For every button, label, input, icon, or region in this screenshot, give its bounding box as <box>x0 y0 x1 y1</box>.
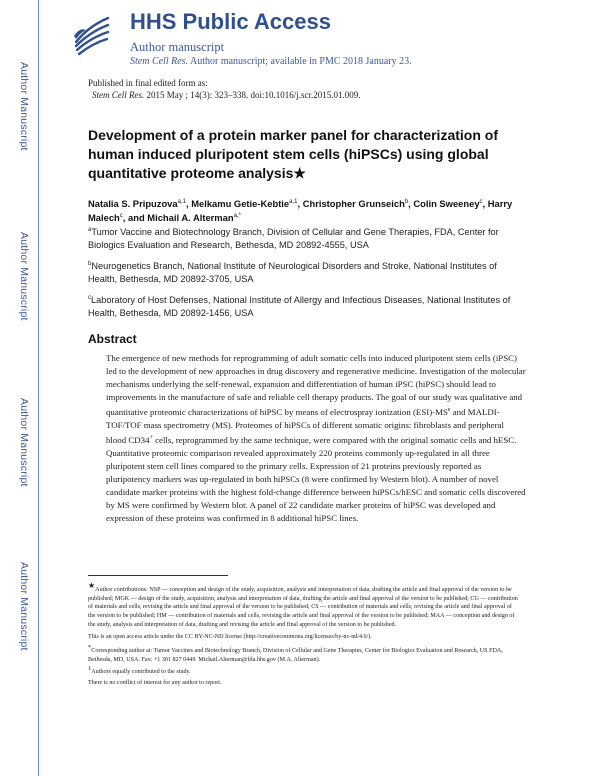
affiliation-text: Tumor Vaccine and Biotechnology Branch, Division of Cellular and Gene Therapies, FDA, Center for Biologics Evaluation and Research, Bethesda, MD 20892-4555, USA <box>88 227 499 251</box>
sidebar-divider <box>38 0 39 776</box>
author-affiliation-mark: a,* <box>233 213 241 220</box>
affiliation-text: Laboratory of Host Defenses, National Institute of Allergy and Infectious Diseases, National Institutes of Health, Bethesda, MD 20892-1456, USA <box>88 295 511 319</box>
author-separator: , <box>408 198 414 210</box>
footnote-star-mark: ★ <box>88 581 96 590</box>
author-affiliation-mark: c <box>119 213 123 220</box>
author-name: Harry Malech <box>88 198 513 224</box>
abstract-body <box>106 352 526 525</box>
affiliation-b <box>88 258 528 286</box>
footnotes <box>88 582 520 691</box>
abstract-heading: Abstract <box>88 332 137 346</box>
author-name: Colin Sweeney <box>413 198 480 210</box>
citation-journal: Stem Cell Res. <box>92 90 145 100</box>
abstract-text-2: and MALDI-TOF/TOF mass spectrometry (MS). Proteomes of hiPSCs of different somatic origins: fibroblasts and peripheral blood CD34 <box>106 406 504 445</box>
affiliation-mark: c <box>88 295 91 301</box>
abstract-text-3: cells, reprogrammed by the same technique, were compared with the original somatic cells and hESC. Quantitative proteomic comparison revealed approximately 220 proteins commonly up-regulated in all three pluripotent stem cell lines compared to the primary cells. Expression of 21 proteins previously reported as pluripotency markers was up-regulated in both hiPSCs (8 were confirmed by Western blot). A number of novel candidate marker proteins with the highest fold-change difference between hiPSCs/hESC and somatic cells discovered by MS were confirmed by Western blot. A panel of 22 candidate marker proteins of hiPSC was developed and expression of these proteins was confirmed in 8 additional hiPSC lines. <box>106 434 526 523</box>
footnote-conflict: There is no conflict of interest for any author to report. <box>88 680 222 687</box>
citation <box>88 89 361 101</box>
author-name: Melkamu Getie-Kebtie <box>191 198 290 210</box>
abstract-superscript-plus: + <box>149 434 153 441</box>
author-manuscript-label: Author manuscript <box>130 40 225 54</box>
abstract-superscript-e: e <box>447 407 451 413</box>
author-affiliation-mark: a,1 <box>289 199 298 205</box>
sidebar-label-4: Author Manuscript <box>18 562 30 651</box>
citation-details: 2015 May ; 14(3): 323–338. doi:10.1016/j.scr.2015.01.009. <box>146 90 361 100</box>
author-list <box>88 196 528 224</box>
sidebar-label-1: Author Manuscript <box>18 62 30 151</box>
sidebar-label-3: Author Manuscript <box>18 398 30 487</box>
availability-line <box>130 56 412 67</box>
author-separator: , and <box>122 212 148 224</box>
author-affiliation-mark: a,1 <box>177 199 186 205</box>
footnote-contributions-text: Author contributions: NSP — conception and design of the study, acquisition, analysis and interpretation of data, drafting the article and final approval of the version to be published; MGK — design of the study, acquisition, analysis and interpretation of data, drafting the article and final approval of the version to be published; CG — contribution of materials and cells, revising the article and final approval of the version to be published; CS — contribution of materials and cells, revising the article and final approval of the version to be published; HM — contribution of materials and cells, revising the article and final approval of the version to be published; MAA — conception and design of the study, analysis and interpretation of data, drafting and revising the article and final approval of the version to be published. <box>88 587 518 628</box>
footnote-corresponding-text: Corresponding author at: Tumor Vaccines and Biotechnology Branch, Division of Cellular and Gene Therapies, Center for Biologics Evaluation and Research, US FDA, Bethesda, MD, USA. Fax: +1 301 827 0449. Michail.Alterman@fda.hhs.gov (M.A. Alterman). <box>88 648 503 663</box>
affiliation-mark: b <box>88 261 92 267</box>
journal-name: Stem Cell Res. <box>130 56 189 67</box>
footnote-equal-mark: 1 <box>88 664 92 672</box>
sidebar-label-2: Author Manuscript <box>18 232 30 321</box>
author-separator: , <box>297 198 303 210</box>
author-separator: , <box>185 198 192 210</box>
article-title <box>88 126 528 183</box>
author-name: Christopher Grunseich <box>302 198 405 210</box>
footnote-corresponding-mark: * <box>88 644 92 652</box>
footnote-equal-text: Authors equally contributed to the study. <box>91 668 191 675</box>
author-separator: , <box>482 198 488 210</box>
footnote-divider <box>88 575 228 576</box>
footnote-license: This is an open access article under the CC BY-NC-ND license (http://creativecommons.org/licenses/by-nc-nd/4.0/). <box>88 633 372 640</box>
affiliation-c <box>88 292 528 320</box>
author-affiliation-mark: b <box>404 199 409 205</box>
availability-text: Author manuscript; available in PMC 2018 January 23. <box>190 56 412 67</box>
author-name: Natalia S. Pripuzova <box>88 198 178 210</box>
affiliation-a <box>88 224 528 252</box>
affiliation-text: Neurogenetics Branch, National Institute of Neurological Disorders and Stroke, National Institutes of Health, Bethesda, MD 20892-3705, USA <box>88 261 497 285</box>
title-star-mark: ★ <box>293 165 306 181</box>
author-affiliation-mark: c <box>479 199 483 205</box>
footnote-corresponding <box>88 644 520 676</box>
affiliation-mark: a <box>88 227 92 233</box>
published-label: Published in final edited form as: <box>88 78 208 88</box>
article-title-text: Development of a protein marker panel for characterization of human induced pluripotent stem cells (hiPSCs) using global quantitative proteome analysis <box>88 127 498 181</box>
footnote-contributions <box>88 582 520 630</box>
abstract-text-1: The emergence of new methods for reprogramming of adult somatic cells into induced pluripotent stem cells (iPSC) led to the development of new approaches in drug discovery and regenerative medicine. Investigation of the molecular mechanisms underlying the self-renewal, expansion and differentiation of human iPSC (hiPSC) should lead to improvements in the manufacture of safe and reliable cell therapy products. The goal of our study was qualitative and quantitative proteomic characterizations of hiPSC by means of electrospray ionization (ESI)-MS <box>106 353 526 417</box>
publication-info <box>88 77 361 101</box>
author-name: Michail A. Alterman <box>147 212 234 224</box>
hhs-eagle-logo-icon <box>70 12 112 58</box>
hhs-public-access-title: HHS Public Access <box>130 9 331 34</box>
